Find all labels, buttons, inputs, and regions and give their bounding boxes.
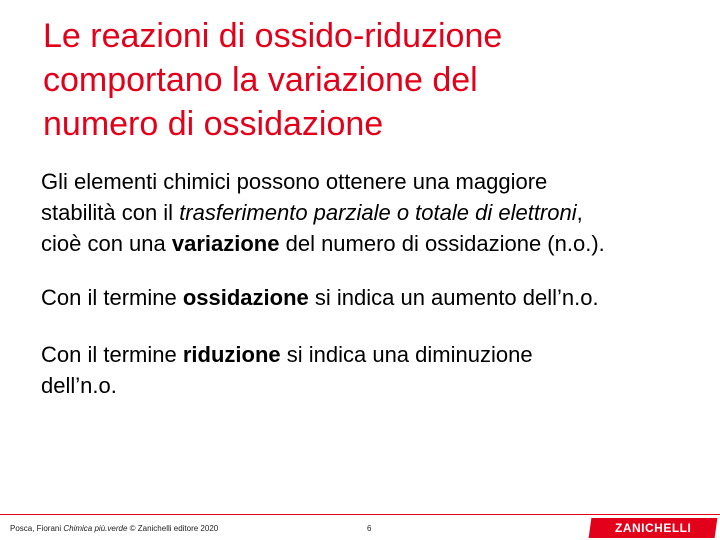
paragraph-3-line-1	[41, 339, 701, 370]
p1-l2-italic: trasferimento parziale o totale di elettroni	[179, 200, 577, 225]
p1-l3-bold: variazione	[171, 231, 280, 256]
paragraph-stability	[41, 166, 701, 259]
footer-publisher: © Zanichelli editore 2020	[127, 524, 219, 533]
footer-authors: Posca, Fiorani	[10, 524, 64, 533]
p1-l3-text: cioè con una	[41, 231, 172, 256]
p1-l2-text: stabilità con il	[41, 200, 180, 225]
p2-start: Con il termine	[41, 285, 183, 310]
title-line-2: comportano la variazione del	[43, 61, 478, 99]
paragraph-1-line-2	[41, 197, 701, 228]
footer-credits	[10, 524, 218, 533]
p2-bold: ossidazione	[182, 285, 309, 310]
p1-l2-end: ,	[576, 200, 583, 225]
p2-end: si indica un aumento dell’n.o.	[308, 285, 599, 310]
footer-book-title: Chimica più.verde	[63, 524, 128, 533]
paragraph-3-line-2: dell’n.o.	[41, 373, 117, 398]
paragraph-1-line-3	[41, 228, 701, 259]
p3-start: Con il termine	[41, 342, 183, 367]
footer-divider	[0, 514, 720, 515]
p3-bold: riduzione	[182, 342, 281, 367]
zanichelli-logo	[589, 518, 718, 538]
p3-end: si indica una diminuzione	[280, 342, 533, 367]
paragraph-1-line-1: Gli elementi chimici possono ottenere una maggiore	[41, 169, 548, 194]
paragraph-reduction	[41, 339, 701, 401]
logo-text: ZANICHELLI	[614, 521, 692, 535]
page-number: 6	[367, 524, 372, 533]
slide-title	[43, 14, 683, 146]
title-line-1: Le reazioni di ossido-riduzione	[43, 17, 503, 55]
title-line-3: numero di ossidazione	[43, 105, 384, 143]
p1-l3-end: del numero di ossidazione (n.o.).	[279, 231, 605, 256]
paragraph-oxidation	[41, 282, 701, 313]
